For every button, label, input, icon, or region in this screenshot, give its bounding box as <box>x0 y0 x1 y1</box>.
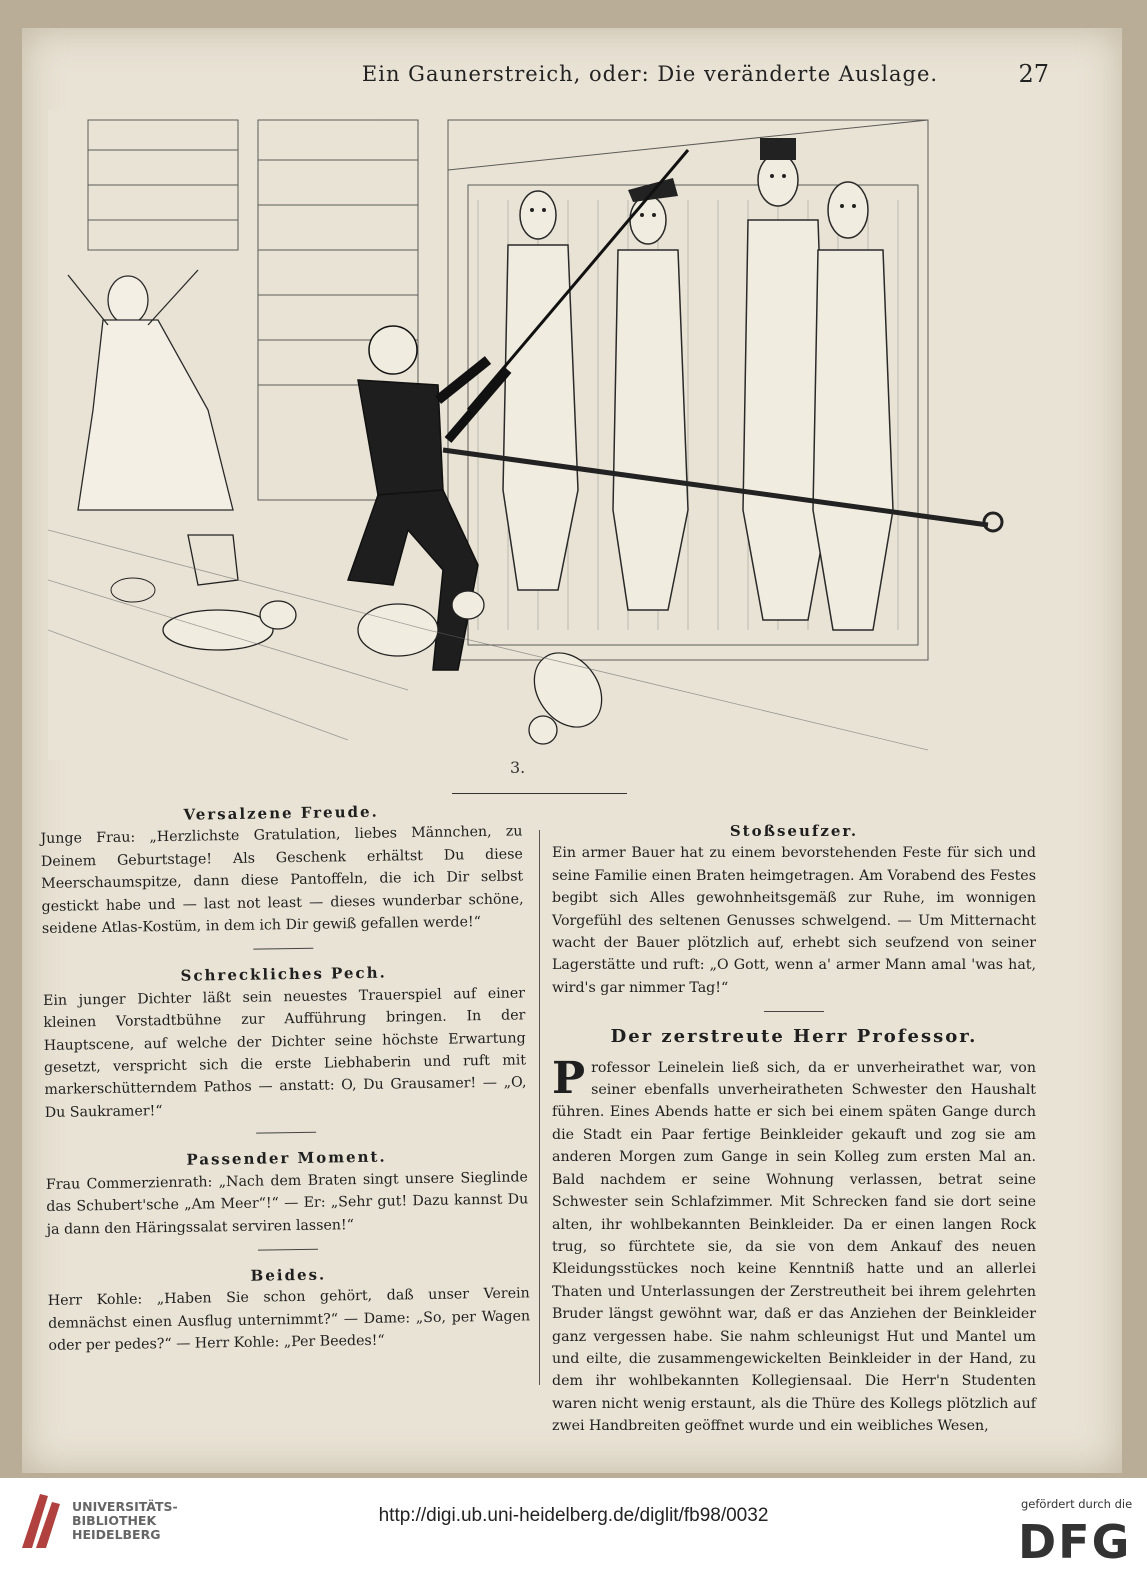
dfg-logo: DFG <box>1018 1515 1132 1569</box>
article-text <box>552 1052 1036 1438</box>
cartoon-illustration <box>48 110 1008 760</box>
article-heading: Versalzene Freude. <box>183 802 379 824</box>
drop-capital: P <box>552 1052 586 1104</box>
article-text: Junge Frau: „Herzlichste Gratulation, liebes Männchen, zu Deinem Geburtstage! Als Geschenk erhältst Du diese Meerschaumspitze, dann diese Pantoffeln, die ich Dir selbst gestickt habe und — last not least — dieses wunderbar schöne, seidene Atlas-Kostüm, in dem ich Dir gewiß gefallen werde!“ <box>40 823 524 938</box>
article-heading: Der zerstreute Herr Professor. <box>610 1026 978 1048</box>
funded-by-label: gefördert durch die <box>1021 1497 1133 1511</box>
permalink-url[interactable]: http://digi.ub.uni-heidelberg.de/diglit/fb98/0032 <box>378 1505 769 1526</box>
page-number: 27 <box>1018 60 1049 88</box>
article-separator <box>764 1011 824 1012</box>
left-column <box>40 798 531 1357</box>
section-divider <box>452 793 627 794</box>
column-divider <box>539 830 540 1385</box>
article-heading: Beides. <box>250 1265 327 1285</box>
article-text: Ein junger Dichter läßt sein neuestes Trauerspiel auf einer kleinen Vorstadtbühne zur Aufführung bringen. In der Hauptscene, auf welche der Dichter seine höchste Erwartung gesetzt, verspricht sich die erste Liebhaberin und ruft mit markerschütterndem Pathos — anstatt: O, Du Grausamer! — „O, Du Saukramer!“ <box>42 985 527 1121</box>
article-separator <box>253 948 313 950</box>
article-heading: Passender Moment. <box>186 1147 387 1170</box>
article-separator <box>256 1132 316 1134</box>
article-heading: Schreckliches Pech. <box>180 964 387 986</box>
figure-caption: 3. <box>510 758 526 777</box>
page-header-title: Ein Gaunerstreich, oder: Die veränderte Auslage. <box>361 62 939 86</box>
article-body: rofessor Leinelein ließ sich, da er unverheirathet war, von seiner ebenfalls unverheiratheten Schwester den Haushalt führen. Eines Abends hatte er sich bei einem späten Gange durch die Stadt ein Paar fertige Beinkleider gekauft und zog sie am anderen Morgen zum Gange in sein Kolleg zum ersten Mal an. Bald nachdem er seine Wohnung verlassen, betrat seine Schwester sein Schlafzimmer. Mit Schrecken fand sie dort seine alten, ihr wohlbekannten Beinkleider. Da er einen langen Rock trug, so fürchtete sie, da sie von dem Ankauf des neuen Kleidungsstückes noch keine Kenntniß hatte und an allerlei Thaten und Unterlassungen der Zerstreutheit bei ihrem gelehrten Bruder längst gewöhnt war, daß er das Anziehen der Beinkleider ganz vergessen habe. Sie nahm schleunigst Hut und Mantel um und eilte, die zusammengewickelten Beinkleider in der Hand, zu dem ihr wohlbekannten Kollegiensaal. Die Herr'n Studenten waren nicht wenig erstaunt, als die Thüre des Kollegs plötzlich auf zwei Handbreiten geöffnet wurde und ein weibliches Wesen, <box>552 1059 1036 1435</box>
article-text: Ein armer Bauer hat zu einem bevorstehenden Feste für sich und seine Familie einen Braten heimgetragen. Am Vorabend des Festes begibt sich Alles gewohnheitsgemäß zur Ruhe, im wonnigen Vorgefühl des seltenen Genusses schwelgend. — Um Mitternacht wacht der Bauer plötzlich auf, erhebt sich seufzend von seiner Lagerstätte und ruft: „O Gott, wenn a' armer Mann amal 'was hat, wird's gar nimmer Tag!“ <box>552 845 1036 996</box>
article-text: Herr Kohle: „Haben Sie schon gehört, daß unser Verein demnächst einen Ausflug unternimmt?“ — Dame: „So, per Wagen oder per pedes?“ — Herr Kohle: „Per Beedes!“ <box>47 1285 531 1355</box>
university-library-name: UNIVERSITÄTS- BIBLIOTHEK HEIDELBERG <box>72 1499 178 1542</box>
article-separator <box>258 1249 318 1251</box>
right-column <box>552 820 1036 1438</box>
article-heading: Stoßseufzer. <box>729 822 859 840</box>
article-text: Frau Commerzienrath: „Nach dem Braten singt unsere Sieglinde das Schubert'sche „Am Meer“!“ — Er: „Sehr gut! Dazu kannst Du ja dann den Häringssalat serviren lassen!“ <box>45 1169 529 1238</box>
